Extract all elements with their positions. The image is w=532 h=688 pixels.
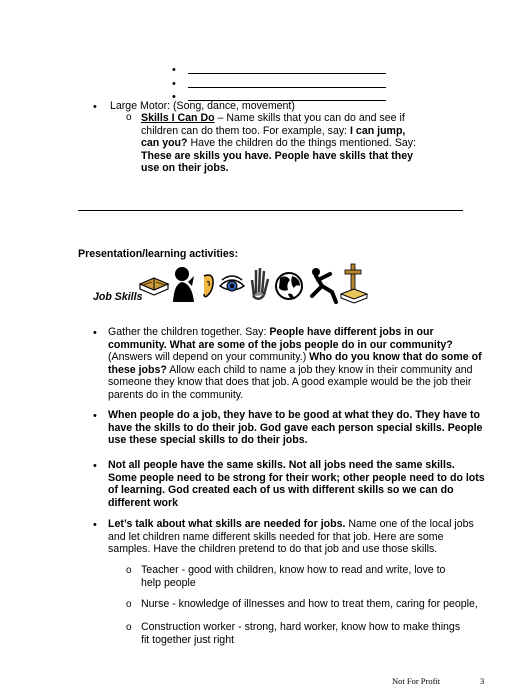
paragraph-good-at-job: When people do a job, they have to be good at what they do. They have to have the skills to do their job. God gave each person special skills. People use these special skills to do their jobs. <box>108 409 483 446</box>
bullet-dot: • <box>93 327 97 339</box>
job-skills-label: Job Skills <box>93 291 143 303</box>
bible-icon <box>138 262 170 306</box>
skills-title: Skills I Can Do <box>141 112 215 124</box>
blank-line-1 <box>172 64 392 76</box>
paragraph-talk-about-skills: Let’s talk about what skills are needed for jobs. Name one of the local jobs and let children name different skills needed for that job. Here are some samples. Have the children pretend to do that job and use those skills. <box>108 518 474 555</box>
stretching-person-icon <box>308 262 338 306</box>
section-divider <box>78 210 463 211</box>
skills-i-can-do-text: Skills I Can Do – Name skills that you can do and see if children can do them too. For example, say: I can jump, can you? Have the children do the things mentioned. Say: These are skills you have. People have skills that they use on their jobs. <box>141 112 417 175</box>
paragraph-different-skills: Not all people have the same skills. Not all jobs need the same skills. Some people need to be strong for their work; other people need to do lots of learning. God created each of us with different skills so we can do different work <box>108 459 485 509</box>
bullet-dot: • <box>172 78 176 90</box>
bullet-dot: • <box>93 519 97 531</box>
ear-icon <box>198 262 216 306</box>
cross-book-icon <box>340 262 368 306</box>
bullet-dot: • <box>93 460 97 472</box>
sample-construction: Construction worker - strong, hard worker, know how to make things fit together just right <box>141 621 461 646</box>
bullet-dot: • <box>93 101 97 113</box>
sample-teacher: Teacher - good with children, know how to read and write, love to help people <box>141 564 446 589</box>
circle-bullet: o <box>126 622 132 633</box>
sample-nurse: Nurse - knowledge of illnesses and how to treat them, caring for people, <box>141 598 478 610</box>
blank-line-2 <box>172 78 392 90</box>
large-motor-label: Large Motor: (Song, dance, movement) <box>110 100 295 112</box>
footer-label: Not For Profit <box>392 676 441 686</box>
globe-icon <box>274 262 304 306</box>
bullet-dot: • <box>172 91 176 103</box>
hand-icon <box>248 262 270 306</box>
bullet-dot: • <box>93 410 97 422</box>
page-number: 3 <box>480 676 485 686</box>
circle-bullet: o <box>126 112 132 123</box>
circle-bullet: o <box>126 565 132 576</box>
paragraph-gather-children: Gather the children together. Say: People have different jobs in our community. What are some of the jobs people do in our community? (Answers will depend on your community.) Who do you know that do some of these jobs? Allow each child to name a job they know in their community and someone they know that does that job. A good example would be the job their parents do in the community. <box>108 326 482 401</box>
circle-bullet: o <box>126 599 132 610</box>
section-heading: Presentation/learning activities: <box>78 248 239 260</box>
bullet-dot: • <box>172 64 176 76</box>
eye-icon <box>218 262 246 306</box>
praying-child-icon <box>170 262 198 306</box>
